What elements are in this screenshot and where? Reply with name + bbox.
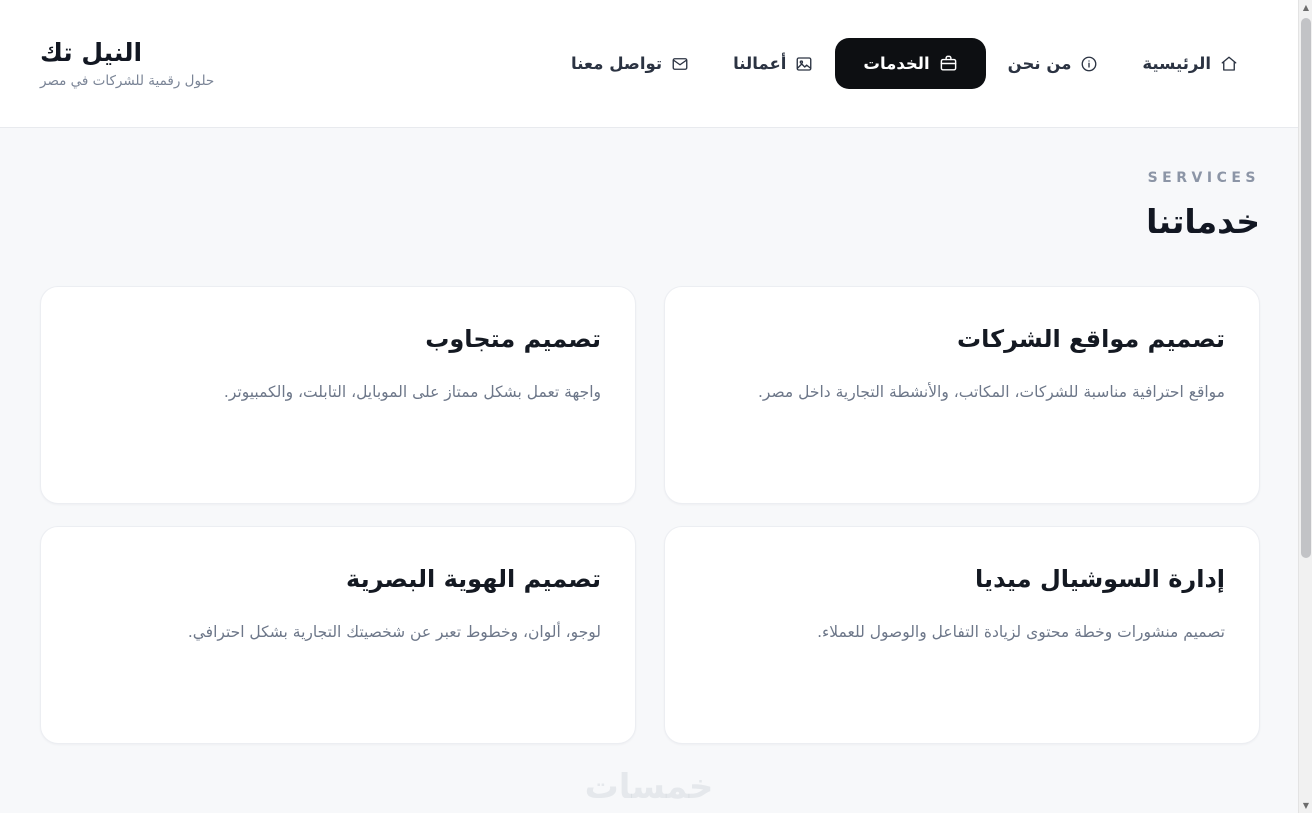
- services-section: [0, 170, 1298, 744]
- service-card-description: تصميم منشورات وخطة محتوى لزيادة التفاعل والوصول للعملاء.: [817, 623, 1225, 642]
- watermark: خمسات: [584, 767, 714, 807]
- service-card[interactable]: [40, 286, 636, 504]
- section-eyebrow: SERVICES: [1147, 170, 1260, 186]
- mail-icon: [671, 55, 689, 73]
- nav-item-contact[interactable]: [549, 44, 711, 83]
- nav-label-contact: تواصل معنا: [571, 54, 663, 73]
- service-card-description: لوجو، ألوان، وخطوط تعبر عن شخصيتك التجارية بشكل احترافي.: [187, 623, 601, 642]
- nav-label-about: من نحن: [1007, 54, 1072, 73]
- brand-name: النيل تك: [40, 38, 143, 67]
- services-grid: [40, 286, 1260, 744]
- service-card[interactable]: [664, 526, 1260, 744]
- vertical-scrollbar[interactable]: [1298, 0, 1312, 813]
- home-icon: [1220, 55, 1238, 73]
- scroll-up-arrow-icon[interactable]: ▲: [1302, 2, 1310, 12]
- nav-item-services[interactable]: [835, 38, 985, 89]
- main-navigation: [549, 38, 1260, 89]
- brand-logo[interactable]: [40, 38, 214, 89]
- service-card[interactable]: [664, 286, 1260, 504]
- brand-tagline: حلول رقمية للشركات في مصر: [40, 73, 215, 89]
- page-title: خدماتنا: [1146, 202, 1260, 241]
- service-card-title: إدارة السوشيال ميديا: [975, 565, 1225, 593]
- briefcase-icon: [939, 54, 958, 73]
- service-card-title: تصميم الهوية البصرية: [346, 565, 601, 593]
- info-icon: [1080, 55, 1098, 73]
- nav-item-about[interactable]: [986, 44, 1121, 83]
- service-card-title: تصميم متجاوب: [425, 325, 601, 353]
- site-header: [0, 0, 1298, 128]
- nav-label-services: الخدمات: [863, 54, 930, 73]
- nav-item-portfolio[interactable]: [711, 44, 835, 83]
- service-card-title: تصميم مواقع الشركات: [957, 325, 1225, 353]
- scrollbar-thumb[interactable]: [1301, 18, 1311, 558]
- service-card[interactable]: [40, 526, 636, 744]
- service-card-description: مواقع احترافية مناسبة للشركات، المكاتب، والأنشطة التجارية داخل مصر.: [757, 383, 1225, 402]
- image-icon: [795, 55, 813, 73]
- service-card-description: واجهة تعمل بشكل ممتاز على الموبايل، التابلت، والكمبيوتر.: [223, 383, 601, 402]
- nav-label-home: الرئيسية: [1142, 54, 1211, 73]
- scroll-down-arrow-icon[interactable]: ▼: [1302, 800, 1310, 810]
- nav-item-home[interactable]: [1120, 44, 1260, 83]
- nav-label-portfolio: أعمالنا: [733, 54, 787, 73]
